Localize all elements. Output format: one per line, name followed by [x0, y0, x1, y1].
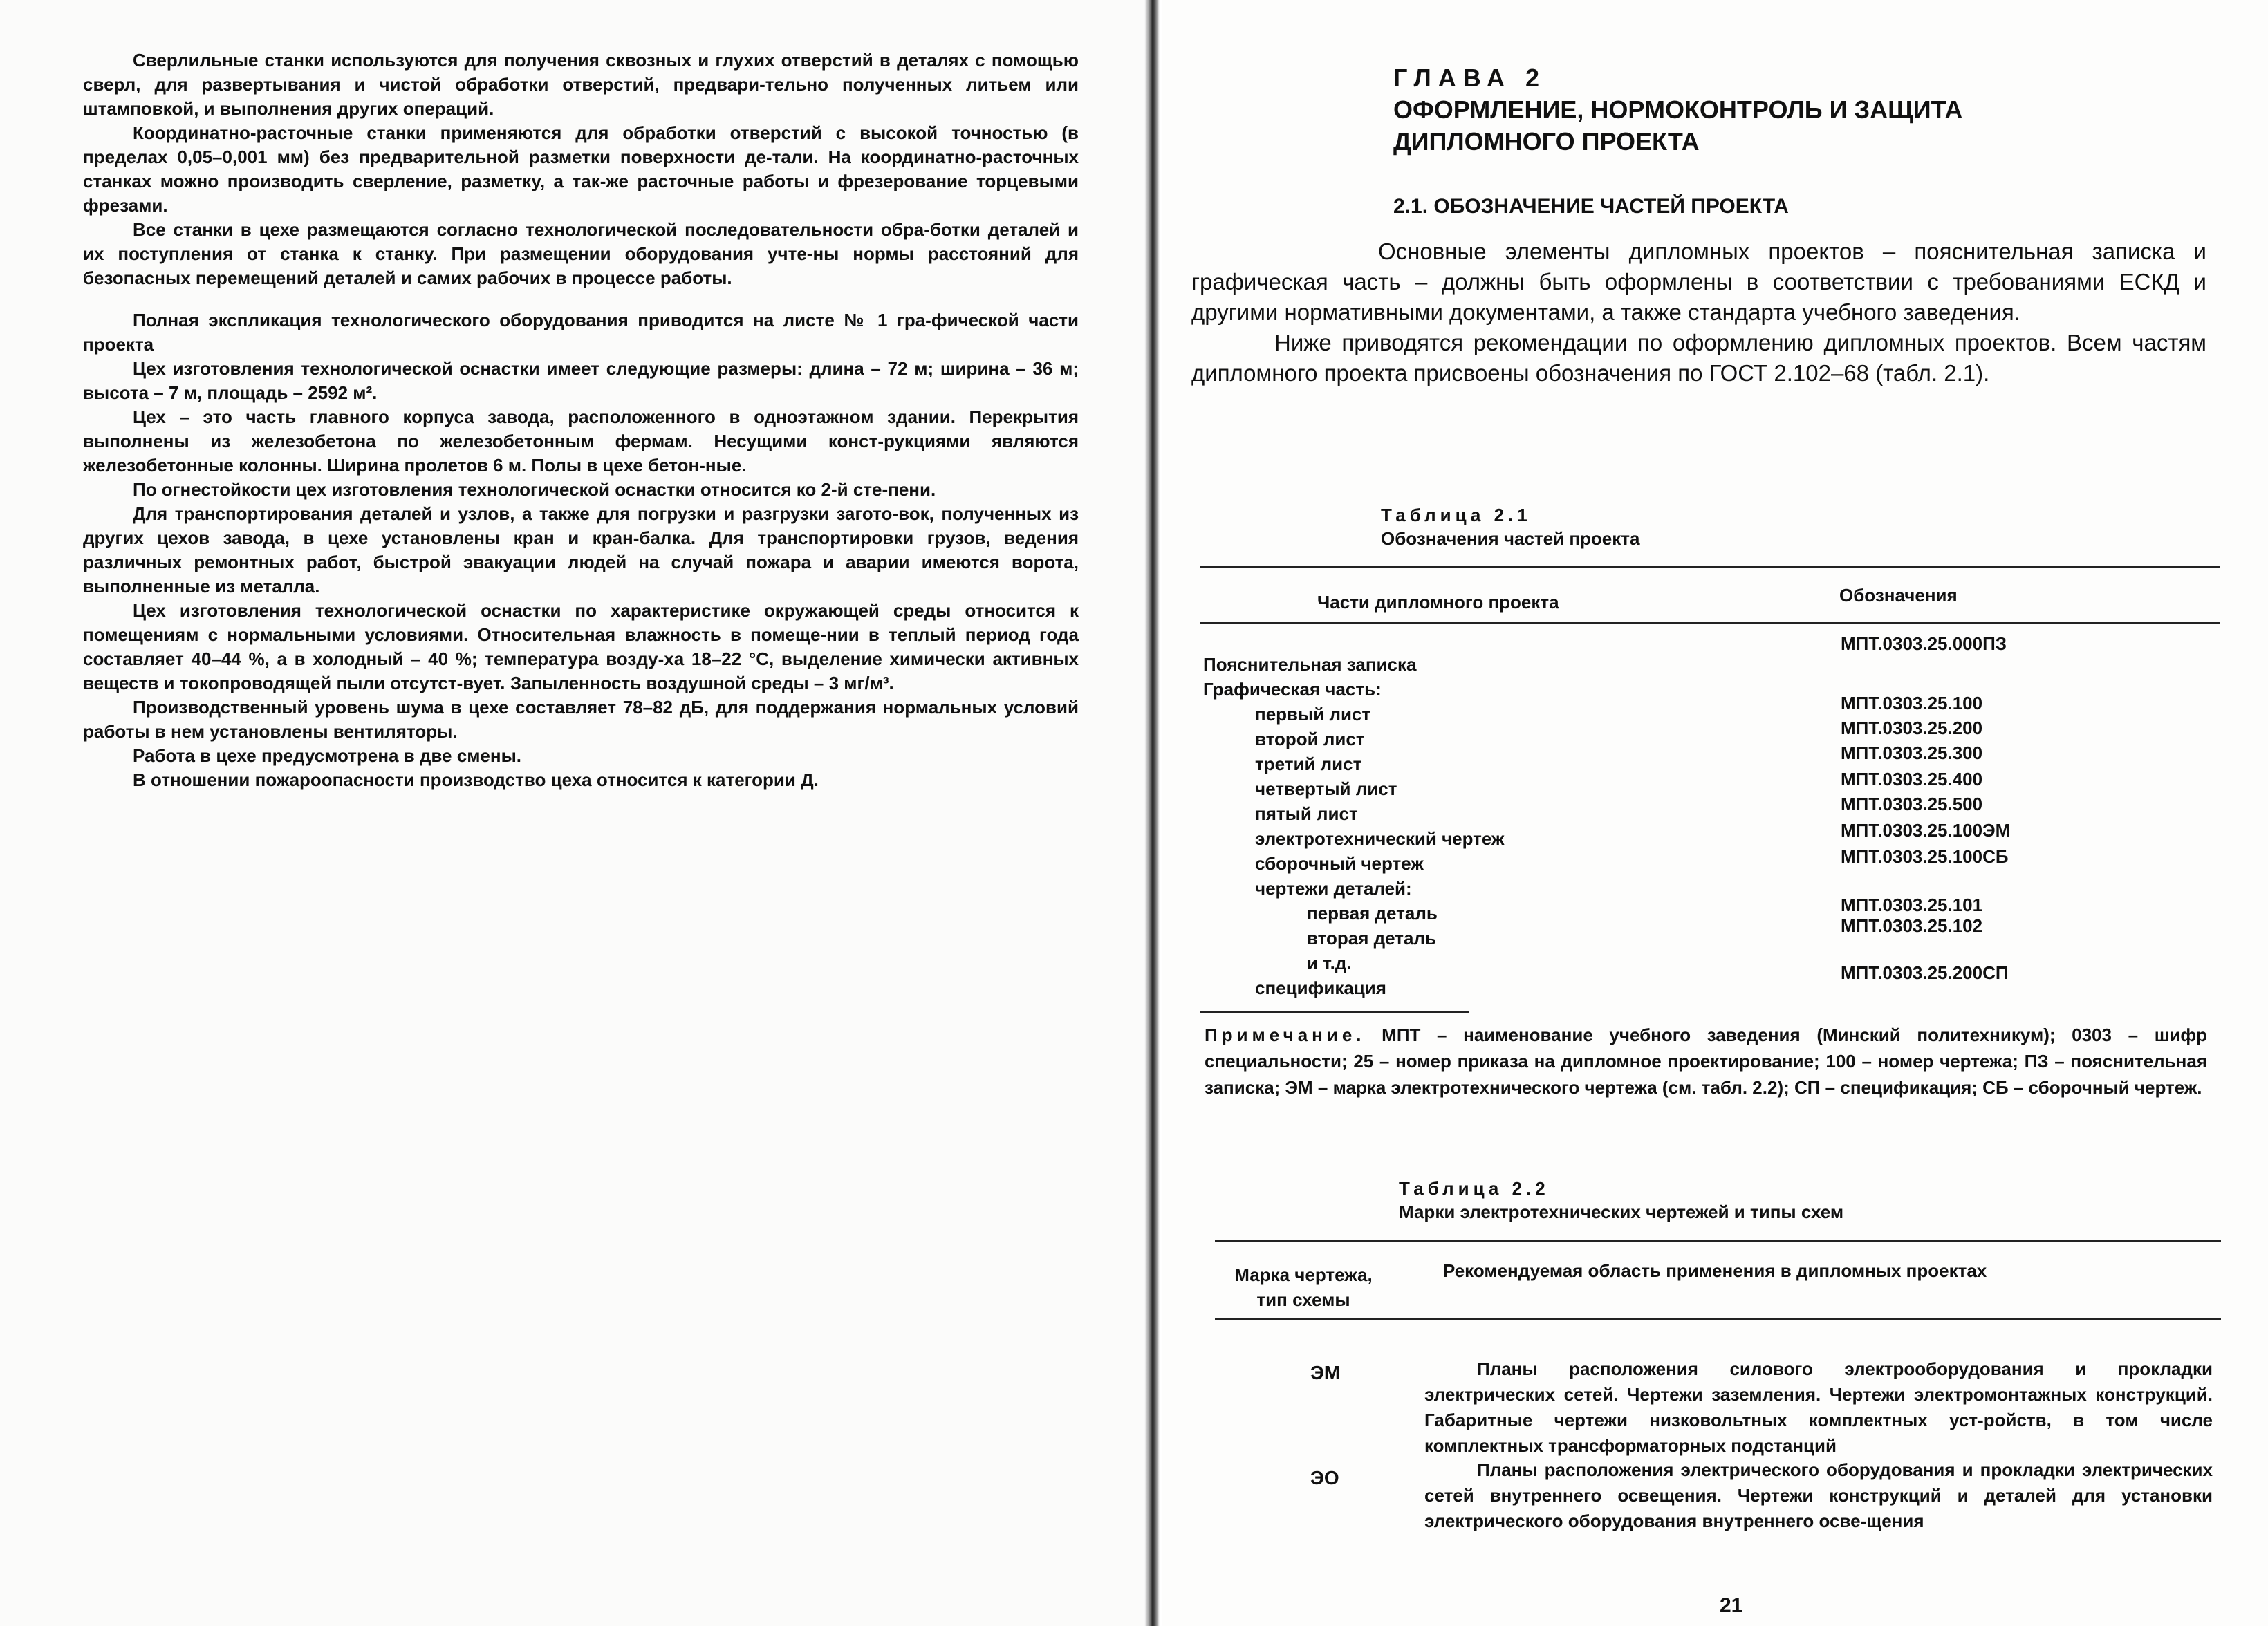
paragraph: Работа в цехе предусмотрена в две смены. — [133, 745, 522, 766]
chapter-title-line-2: ДИПЛОМНОГО ПРОЕКТА — [1393, 127, 1700, 156]
table-row: сборочный чертеж МПТ.0303.25.100СБ — [1255, 846, 2009, 874]
intro-paragraph-2: Ниже приводятся рекомендации по оформлению дипломных проектов. Всем частям дипломного проекта присвоены обозначения по ГОСТ 2.102–68 (табл. 2.1). — [1191, 330, 2206, 386]
chapter-heading — [1393, 62, 1962, 158]
chapter-title-line-1: ОФОРМЛЕНИЕ, НОРМОКОНТРОЛЬ И ЗАЩИТА — [1393, 95, 1963, 124]
header-mark-line-2: тип схемы — [1256, 1289, 1350, 1310]
table-row: второй лист МПТ.0303.25.200 — [1255, 718, 1983, 749]
table-row: вторая деталь МПТ.0303.25.102 — [1307, 915, 1983, 948]
table2-header-mark — [1214, 1262, 1393, 1312]
table-row: чертежи деталей: — [1255, 878, 1412, 899]
paragraph: В отношении пожароопасности производство цеха относится к категории Д. — [133, 769, 819, 790]
paragraph: Все станки в цехе размещаются согласно технологической последовательности обра-ботки деталей и их поступления от станка к станку. При размещении оборудования учте-ны нормы расстояний для безопасных перемещений деталей и самих рабочих в процессе работы. — [83, 219, 1079, 288]
table-row: первая деталь МПТ.0303.25.101 — [1307, 895, 1983, 924]
table1-bottom-rule — [1200, 1011, 1469, 1013]
paragraph: Цех – это часть главного корпуса завода, расположенного в одноэтажном здании. Перекрытия выполнены из железобетона по железобетонным фермам. Несущими конст-рукциями являются железобетонные колонны. Ширина пролетов 6 м. Полы в цехе бетон-ные. — [83, 406, 1079, 476]
table1-body — [1203, 633, 2227, 1002]
paragraph: Сверлильные станки используются для получения сквозных и глухих отверстий в деталях с помощью сверл, для развертывания и чистой обработки отверстий, предвари-тельно полученных литьем или штамповкой, и выполнения других операций. — [83, 50, 1079, 119]
paragraph: Координатно-расточные станки применяются для обработки отверстий с высокой точностью (в пределах 0,05–0,001 мм) без предварительной разметки поверхности де-тали. На координатно-расточных станках можно производить сверление, разметку, а так-же расточные работы и фрезерование торцевыми фрезами. — [83, 122, 1079, 216]
paragraph: Для транспортирования деталей и узлов, а также для погрузки и разгрузки загото-вок, полученных из других цехов завода, в цехе установлены кран и кран-балка. Для транспортировки грузов, ведения различных ремонтных работ, быстрой эвакуации людей на случай пожара и аварии имеются ворота, выполненные из металла. — [83, 503, 1079, 597]
table2-header-area: Рекомендуемая область применения в дипломных проектах — [1443, 1260, 1987, 1281]
table-row: Графическая часть: — [1203, 679, 1382, 700]
table2-desc-eo: Планы расположения электрического оборудования и прокладки электрических сетей внутреннего освещения. Чертежи конструкций и деталей для установки электрического оборудования внутреннего осве-щения — [1424, 1459, 2213, 1531]
table-row: Пояснительная записка МПТ.0303.25.000ПЗ — [1203, 633, 2007, 675]
paragraph: Цех изготовления технологической оснастки по характеристике окружающей среды относится к помещениям с нормальными условиями. Относительная влажность в помеще-нии в теплый период года составляет 40–44 %, а в холодный – 40 %; температура возду-ха 18–22 °С, выделение химически активных веществ и токопроводящей пыли отсутст-вует. Запыленность воздушной среды – 3 мг/м³. — [83, 600, 1079, 693]
intro-paragraph-1: Основные элементы дипломных проектов – пояснительная записка и графическая часть – должны быть оформлены в соответствии с требованиями ЕСКД и другими нормативными документами, а также стандарта учебного заведения. — [1191, 239, 2206, 325]
table2-desc-em: Планы расположения силового электрооборудования и прокладки электрических сетей. Чертежи заземления. Чертежи электромонтажных конструкций. Габаритные чертежи низковольтных комплектных уст-ройств, в том числе комплектных трансформаторных подстанций — [1424, 1358, 2213, 1456]
table-row: и т.д. — [1307, 953, 1352, 973]
header-mark-line-1: Марка чертежа, — [1234, 1264, 1373, 1285]
page-number: 21 — [1720, 1594, 1743, 1617]
table1-title: Обозначения частей проекта — [1381, 528, 1640, 549]
table-row: электротехнический чертеж МПТ.0303.25.100ЭМ — [1255, 820, 2011, 849]
paragraph: Полная экспликация технологического оборудования приводится на листе № 1 гра-фической части проекта — [83, 310, 1079, 355]
table1-header-rule — [1200, 622, 2220, 624]
table1-number: Таблица 2.1 — [1381, 505, 1532, 525]
table-row: спецификация МПТ.0303.25.200СП — [1255, 962, 2009, 998]
table2-number: Таблица 2.2 — [1399, 1178, 1550, 1199]
table-row: третий лист МПТ.0303.25.300 — [1255, 742, 1983, 774]
intro-text — [1191, 236, 2206, 389]
table1-header-parts: Части дипломного проекта — [1317, 592, 1559, 613]
table2-caption — [1399, 1177, 1843, 1224]
chapter-number: ГЛАВА 2 — [1393, 64, 1546, 92]
table-row: первый лист МПТ.0303.25.100 — [1255, 693, 1983, 725]
paragraph: По огнестойкости цех изготовления технологической оснастки относится ко 2-й сте-пени. — [133, 479, 936, 500]
note-label: Примечание. — [1205, 1025, 1366, 1045]
note-text: МПТ – наименование учебного заведения (Минский политехникум); 0303 – шифр специальности; 25 – номер приказа на дипломное проектирование; 100 – номер чертежа; ПЗ – пояснительная записка; ЭМ – марка электротехнического чертежа (см. табл. 2.2); СП – спецификация; СБ – сборочный чертеж. — [1205, 1025, 2207, 1098]
book-spine — [1144, 0, 1160, 1626]
paragraph: Цех изготовления технологической оснастки имеет следующие размеры: длина – 72 м; ширина – 36 м; высота – 7 м, площадь – 2592 м². — [83, 358, 1079, 403]
table2-mark-eo: ЭО — [1310, 1467, 1339, 1488]
table1-caption — [1381, 503, 1639, 550]
table2-top-rule — [1215, 1240, 2221, 1242]
table1-note — [1205, 1022, 2207, 1101]
table1-header-codes: Обозначения — [1839, 585, 1958, 606]
table-row: четвертый лист МПТ.0303.25.400 — [1255, 769, 1983, 799]
section-title: 2.1. ОБОЗНАЧЕНИЕ ЧАСТЕЙ ПРОЕКТА — [1393, 195, 1789, 218]
paragraph: Производственный уровень шума в цехе составляет 78–82 дБ, для поддержания нормальных условий работы в нем установлены вентиляторы. — [83, 697, 1079, 742]
table2-header-rule — [1215, 1318, 2221, 1320]
table2-title: Марки электротехнических чертежей и типы схем — [1399, 1202, 1844, 1222]
table1-top-rule — [1200, 566, 2220, 568]
left-text-column — [83, 48, 1079, 792]
table2-mark-em: ЭМ — [1310, 1362, 1341, 1383]
table-row: пятый лист МПТ.0303.25.500 — [1255, 794, 1983, 824]
